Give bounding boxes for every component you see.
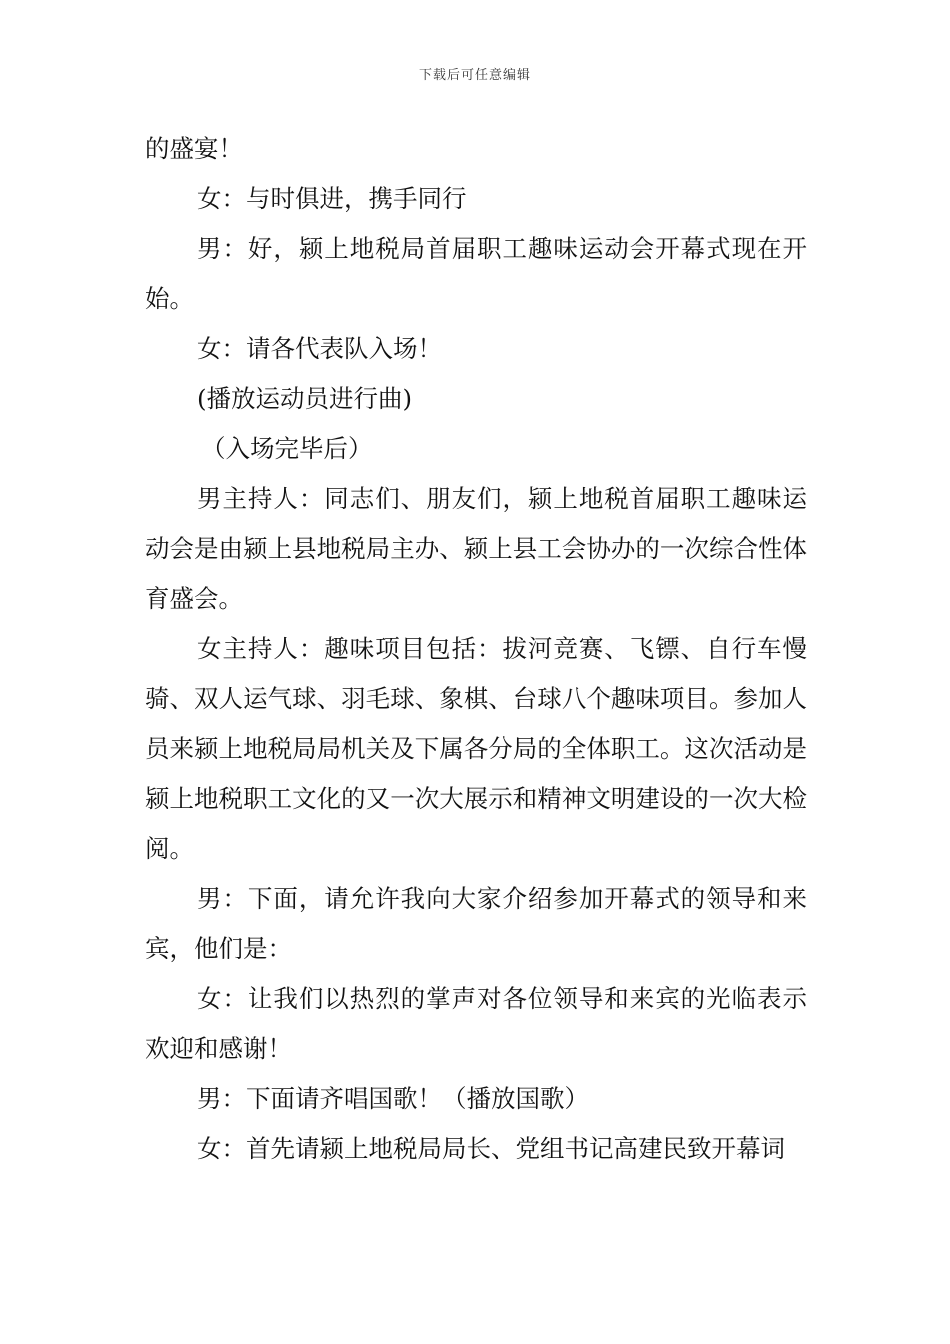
paragraph: 女：让我们以热烈的掌声对各位领导和来宾的光临表示欢迎和感谢！ xyxy=(145,984,807,1063)
paragraph: 女主持人：趣味项目包括：拔河竞赛、飞镖、自行车慢骑、双人运气球、羽毛球、象棋、台球八个趣味项目。参加人员来颍上地税局局机关及下属各分局的全体职工。这次活动是颍上地税职工文化的又一次大展示和精神文明建设的一次大检阅。 xyxy=(145,634,807,863)
paragraph: 女：首先请颍上地税局局长、党组书记高建民致开幕词 xyxy=(197,1134,785,1163)
paragraph: 男：下面请齐唱国歌！（播放国歌） xyxy=(197,1084,589,1113)
paragraph: (播放运动员进行曲) xyxy=(197,384,413,413)
paragraph: 女：与时俱进，携手同行 xyxy=(197,184,467,213)
page-header: 下载后可任意编辑 xyxy=(418,68,531,83)
paragraph: 男：好，颍上地税局首届职工趣味运动会开幕式现在开始。 xyxy=(145,234,807,313)
paragraph: 男：下面，请允许我向大家介绍参加开幕式的领导和来宾，他们是： xyxy=(145,884,807,963)
document-body xyxy=(145,124,807,1174)
paragraph: 男主持人：同志们、朋友们，颍上地税首届职工趣味运动会是由颍上县地税局主办、颍上县工会协办的一次综合性体育盛会。 xyxy=(145,484,807,613)
paragraph: 的盛宴！ xyxy=(145,134,243,163)
paragraph: 女：请各代表队入场！ xyxy=(197,334,442,363)
paragraph: （入场完毕后） xyxy=(201,434,373,463)
